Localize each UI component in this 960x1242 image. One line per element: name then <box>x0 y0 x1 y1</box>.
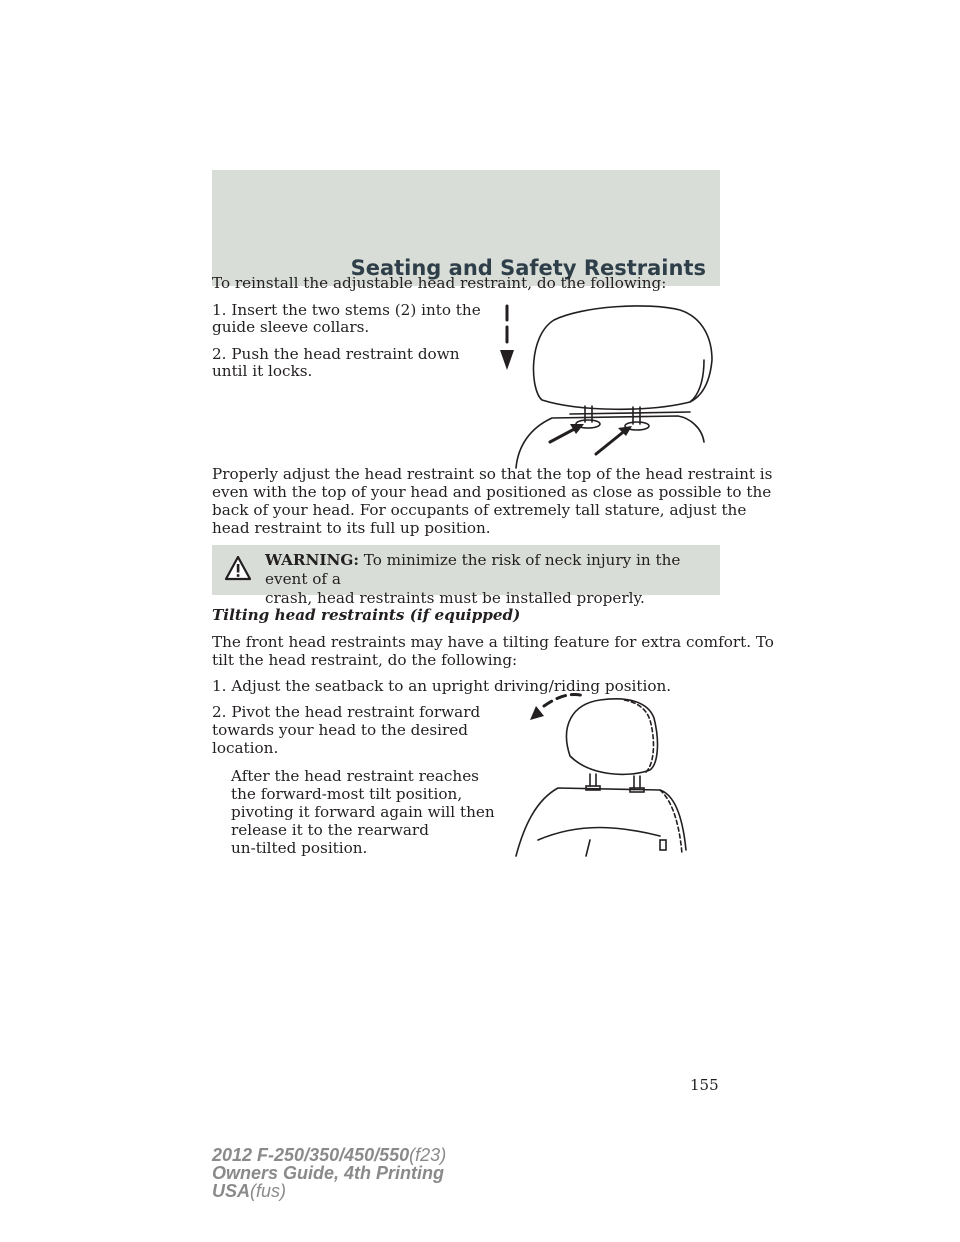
adjust-paragraph-line2: even with the top of your head and positioned as close as possible to the <box>212 483 772 501</box>
tilting-step1: 1. Adjust the seatback to an upright driving/riding position. <box>212 677 672 695</box>
tilting-step2-line1: 2. Pivot the head restraint forward <box>212 703 481 721</box>
reinstall-step2-line2: until it locks. <box>212 362 313 380</box>
warning-line1: To minimize the risk of neck injury in the event of a <box>265 551 681 588</box>
tilting-intro-line1: The front head restraints may have a tilting feature for extra comfort. To <box>212 633 774 651</box>
footer-model-code: (f23) <box>409 1145 447 1165</box>
reinstall-step2-line1: 2. Push the head restraint down <box>212 345 460 363</box>
tilting-note-line4: release it to the rearward <box>231 821 429 839</box>
tilting-note-line2: the forward-most tilt position, <box>231 785 463 803</box>
adjust-paragraph-line3: back of your head. For occupants of extremely tall stature, adjust the <box>212 501 747 519</box>
warning-box <box>212 545 720 607</box>
reinstall-intro: To reinstall the adjustable head restraint, do the following: <box>212 274 667 292</box>
print-footer <box>212 1146 446 1200</box>
footer-market-code: (fus) <box>250 1181 287 1201</box>
warning-line2: crash, head restraints must be installed properly. <box>265 589 645 607</box>
footer-guide: Owners Guide, 4th Printing <box>212 1163 445 1183</box>
head-restraint-install-illustration <box>490 296 720 470</box>
tilting-heading: Tilting head restraints (if equipped) <box>212 606 521 624</box>
warning-label: WARNING: <box>265 551 359 569</box>
footer-market: USA <box>212 1181 251 1201</box>
reinstall-step1-line1: 1. Insert the two stems (2) into the <box>212 301 481 319</box>
tilting-step2-line2: towards your head to the desired <box>212 721 468 739</box>
adjust-paragraph-line4: head restraint to its full up position. <box>212 519 491 537</box>
tilting-note-line1: After the head restraint reaches <box>231 767 479 785</box>
section-title: Seating and Safety Restraints <box>350 256 706 280</box>
adjust-paragraph-line1: Properly adjust the head restraint so that the top of the head restraint is <box>212 465 773 483</box>
warning-triangle-icon <box>224 555 252 581</box>
section-header-band <box>212 170 720 286</box>
tilting-step2-line3: location. <box>212 739 279 757</box>
page-number: 155 <box>690 1076 719 1094</box>
footer-model: 2012 F-250/350/450/550 <box>212 1145 410 1165</box>
tilting-intro-line2: tilt the head restraint, do the following: <box>212 651 518 669</box>
warning-text <box>265 551 713 608</box>
reinstall-step1-line2: guide sleeve collars. <box>212 318 370 336</box>
tilting-note-line3: pivoting it forward again will then <box>231 803 495 821</box>
tilting-note-line5: un-tilted position. <box>231 839 368 857</box>
tilting-head-restraint-illustration <box>510 690 710 860</box>
